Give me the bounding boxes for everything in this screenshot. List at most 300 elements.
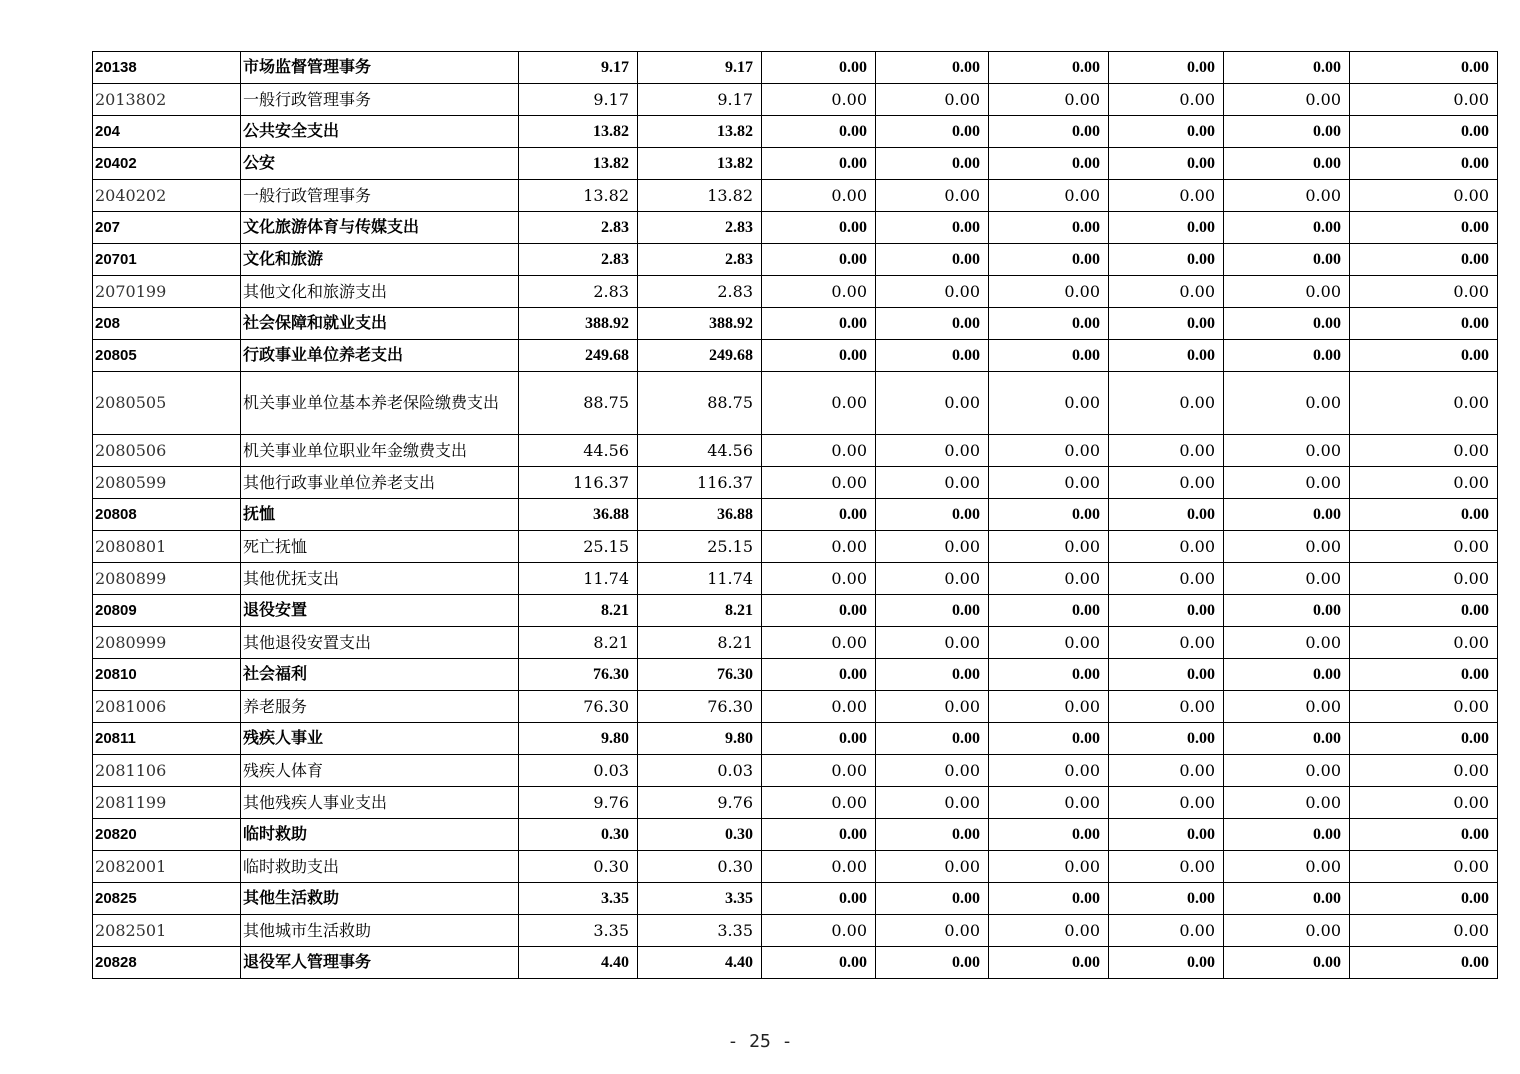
amount-cell: 9.17: [638, 84, 762, 116]
amount-cell: 0.00: [876, 659, 989, 691]
amount-cell: 0.00: [876, 84, 989, 116]
amount-cell: 116.37: [638, 467, 762, 499]
table-row: [93, 308, 1498, 340]
amount-cell: 0.00: [1350, 308, 1498, 340]
amount-cell: 0.00: [1109, 819, 1224, 851]
amount-cell: 0.00: [762, 435, 876, 467]
subject-code-cell: 20825: [93, 883, 241, 915]
amount-cell: 0.00: [1350, 915, 1498, 947]
amount-cell: 0.00: [1350, 180, 1498, 212]
amount-cell: 9.76: [638, 787, 762, 819]
amount-cell: 9.17: [519, 52, 638, 84]
table-row: [93, 691, 1498, 723]
amount-cell: 0.00: [1109, 52, 1224, 84]
amount-cell: 0.00: [1224, 276, 1350, 308]
amount-cell: 0.00: [1224, 915, 1350, 947]
amount-cell: 0.00: [876, 276, 989, 308]
amount-cell: 0.00: [876, 244, 989, 276]
amount-cell: 0.00: [989, 531, 1109, 563]
amount-cell: 2.83: [519, 244, 638, 276]
amount-cell: 0.30: [519, 851, 638, 883]
amount-cell: 0.00: [1109, 787, 1224, 819]
amount-cell: 0.00: [762, 659, 876, 691]
amount-cell: 0.00: [1350, 819, 1498, 851]
subject-name-cell: 社会福利: [241, 659, 519, 691]
amount-cell: 0.00: [1224, 595, 1350, 627]
amount-cell: 0.03: [519, 755, 638, 787]
amount-cell: 0.00: [989, 755, 1109, 787]
subject-code-cell: 2082501: [93, 915, 241, 947]
amount-cell: 0.00: [989, 723, 1109, 755]
table-row: [93, 435, 1498, 467]
amount-cell: 0.00: [1224, 372, 1350, 435]
amount-cell: 0.00: [1109, 180, 1224, 212]
subject-name-cell: 残疾人事业: [241, 723, 519, 755]
amount-cell: 0.00: [1350, 787, 1498, 819]
amount-cell: 0.03: [638, 755, 762, 787]
amount-cell: 0.00: [1224, 340, 1350, 372]
amount-cell: 0.00: [1224, 467, 1350, 499]
amount-cell: 0.00: [989, 499, 1109, 531]
amount-cell: 0.00: [1224, 531, 1350, 563]
amount-cell: 0.00: [989, 563, 1109, 595]
amount-cell: 3.35: [638, 883, 762, 915]
amount-cell: 0.00: [1109, 723, 1224, 755]
table-row: [93, 563, 1498, 595]
subject-name-cell: 其他优抚支出: [241, 563, 519, 595]
amount-cell: 9.17: [519, 84, 638, 116]
subject-code-cell: 2082001: [93, 851, 241, 883]
amount-cell: 0.00: [762, 52, 876, 84]
subject-code-cell: 20809: [93, 595, 241, 627]
subject-code-cell: 2081199: [93, 787, 241, 819]
amount-cell: 0.00: [1224, 212, 1350, 244]
amount-cell: 76.30: [638, 659, 762, 691]
table-row: [93, 883, 1498, 915]
amount-cell: 0.00: [762, 851, 876, 883]
subject-code-cell: 2080599: [93, 467, 241, 499]
amount-cell: 116.37: [519, 467, 638, 499]
amount-cell: 0.00: [1350, 84, 1498, 116]
amount-cell: 0.00: [1350, 723, 1498, 755]
amount-cell: 11.74: [519, 563, 638, 595]
subject-code-cell: 2080999: [93, 627, 241, 659]
amount-cell: 13.82: [519, 116, 638, 148]
amount-cell: 0.00: [989, 467, 1109, 499]
amount-cell: 9.80: [519, 723, 638, 755]
table-row: [93, 819, 1498, 851]
amount-cell: 0.00: [989, 947, 1109, 979]
amount-cell: 0.00: [762, 531, 876, 563]
amount-cell: 0.00: [762, 276, 876, 308]
amount-cell: 0.00: [989, 116, 1109, 148]
amount-cell: 0.00: [989, 691, 1109, 723]
budget-table: [92, 51, 1498, 979]
amount-cell: 9.17: [638, 52, 762, 84]
amount-cell: 9.76: [519, 787, 638, 819]
subject-code-cell: 2040202: [93, 180, 241, 212]
table-row: [93, 244, 1498, 276]
amount-cell: 0.00: [1224, 84, 1350, 116]
subject-name-cell: 养老服务: [241, 691, 519, 723]
amount-cell: 0.00: [876, 308, 989, 340]
amount-cell: 0.00: [989, 308, 1109, 340]
subject-name-cell: 一般行政管理事务: [241, 180, 519, 212]
amount-cell: 0.00: [1109, 116, 1224, 148]
subject-code-cell: 20808: [93, 499, 241, 531]
subject-code-cell: 20138: [93, 52, 241, 84]
amount-cell: 0.00: [1224, 819, 1350, 851]
amount-cell: 76.30: [638, 691, 762, 723]
amount-cell: 0.00: [762, 116, 876, 148]
subject-name-cell: 行政事业单位养老支出: [241, 340, 519, 372]
amount-cell: 0.00: [1109, 691, 1224, 723]
amount-cell: 0.00: [989, 659, 1109, 691]
subject-name-cell: 临时救助支出: [241, 851, 519, 883]
amount-cell: 2.83: [519, 212, 638, 244]
amount-cell: 4.40: [519, 947, 638, 979]
subject-name-cell: 死亡抚恤: [241, 531, 519, 563]
amount-cell: 0.00: [1109, 531, 1224, 563]
amount-cell: 0.00: [876, 467, 989, 499]
amount-cell: 0.00: [1350, 851, 1498, 883]
amount-cell: 0.00: [1350, 212, 1498, 244]
amount-cell: 0.00: [762, 691, 876, 723]
amount-cell: 0.00: [989, 148, 1109, 180]
amount-cell: 0.00: [876, 563, 989, 595]
subject-code-cell: 208: [93, 308, 241, 340]
amount-cell: 0.00: [1109, 148, 1224, 180]
amount-cell: 0.00: [989, 84, 1109, 116]
subject-name-cell: 其他生活救助: [241, 883, 519, 915]
amount-cell: 0.00: [876, 180, 989, 212]
table-row: [93, 180, 1498, 212]
subject-code-cell: 20402: [93, 148, 241, 180]
subject-code-cell: 2081006: [93, 691, 241, 723]
amount-cell: 0.00: [1224, 787, 1350, 819]
amount-cell: 0.00: [876, 819, 989, 851]
subject-code-cell: 20810: [93, 659, 241, 691]
subject-code-cell: 204: [93, 116, 241, 148]
amount-cell: 0.00: [1350, 531, 1498, 563]
amount-cell: 3.35: [638, 915, 762, 947]
subject-code-cell: 2080506: [93, 435, 241, 467]
amount-cell: 0.00: [1224, 723, 1350, 755]
amount-cell: 0.00: [989, 627, 1109, 659]
amount-cell: 0.00: [876, 372, 989, 435]
table-row: [93, 947, 1498, 979]
amount-cell: 3.35: [519, 883, 638, 915]
amount-cell: 0.00: [1224, 883, 1350, 915]
subject-code-cell: 20820: [93, 819, 241, 851]
subject-code-cell: 2080899: [93, 563, 241, 595]
amount-cell: 0.00: [1109, 947, 1224, 979]
amount-cell: 0.00: [1109, 595, 1224, 627]
amount-cell: 0.00: [876, 531, 989, 563]
amount-cell: 0.00: [989, 787, 1109, 819]
amount-cell: 0.00: [762, 308, 876, 340]
amount-cell: 0.00: [762, 947, 876, 979]
amount-cell: 0.00: [989, 340, 1109, 372]
table-row: [93, 723, 1498, 755]
amount-cell: 76.30: [519, 691, 638, 723]
table-row: [93, 915, 1498, 947]
amount-cell: 0.00: [876, 691, 989, 723]
amount-cell: 0.00: [1350, 627, 1498, 659]
amount-cell: 0.00: [876, 52, 989, 84]
amount-cell: 0.00: [762, 595, 876, 627]
amount-cell: 0.00: [1350, 467, 1498, 499]
amount-cell: 249.68: [519, 340, 638, 372]
amount-cell: 0.00: [1109, 755, 1224, 787]
subject-name-cell: 其他城市生活救助: [241, 915, 519, 947]
subject-name-cell: 机关事业单位基本养老保险缴费支出: [241, 372, 519, 435]
subject-code-cell: 20811: [93, 723, 241, 755]
table-row: [93, 627, 1498, 659]
amount-cell: 0.00: [1224, 308, 1350, 340]
amount-cell: 2.83: [638, 244, 762, 276]
table-row: [93, 212, 1498, 244]
amount-cell: 0.00: [1224, 499, 1350, 531]
amount-cell: 0.00: [762, 467, 876, 499]
subject-code-cell: 20805: [93, 340, 241, 372]
amount-cell: 0.00: [876, 435, 989, 467]
table-row: [93, 116, 1498, 148]
amount-cell: 0.00: [1350, 883, 1498, 915]
amount-cell: 0.00: [1350, 435, 1498, 467]
amount-cell: 0.00: [1350, 499, 1498, 531]
table-row: [93, 84, 1498, 116]
amount-cell: 388.92: [519, 308, 638, 340]
amount-cell: 0.00: [876, 499, 989, 531]
amount-cell: 0.00: [989, 851, 1109, 883]
amount-cell: 2.83: [638, 212, 762, 244]
amount-cell: 0.00: [762, 499, 876, 531]
amount-cell: 0.00: [1224, 116, 1350, 148]
amount-cell: 0.00: [876, 627, 989, 659]
amount-cell: 0.00: [1109, 627, 1224, 659]
subject-code-cell: 2080505: [93, 372, 241, 435]
amount-cell: 0.00: [1350, 276, 1498, 308]
subject-name-cell: 退役军人管理事务: [241, 947, 519, 979]
table-row: [93, 372, 1498, 435]
amount-cell: 0.00: [762, 372, 876, 435]
amount-cell: 0.00: [1350, 340, 1498, 372]
amount-cell: 0.00: [1224, 755, 1350, 787]
table-row: [93, 787, 1498, 819]
amount-cell: 0.00: [1224, 627, 1350, 659]
subject-code-cell: 2081106: [93, 755, 241, 787]
subject-code-cell: 20701: [93, 244, 241, 276]
amount-cell: 0.00: [1350, 563, 1498, 595]
amount-cell: 88.75: [638, 372, 762, 435]
amount-cell: 8.21: [519, 627, 638, 659]
amount-cell: 0.00: [876, 787, 989, 819]
amount-cell: 0.00: [762, 84, 876, 116]
amount-cell: 0.00: [762, 723, 876, 755]
amount-cell: 25.15: [519, 531, 638, 563]
amount-cell: 0.00: [1109, 276, 1224, 308]
table-row: [93, 340, 1498, 372]
amount-cell: 0.00: [876, 116, 989, 148]
subject-name-cell: 机关事业单位职业年金缴费支出: [241, 435, 519, 467]
amount-cell: 76.30: [519, 659, 638, 691]
amount-cell: 0.00: [989, 372, 1109, 435]
amount-cell: 13.82: [519, 180, 638, 212]
amount-cell: 0.00: [1224, 52, 1350, 84]
amount-cell: 0.00: [876, 340, 989, 372]
amount-cell: 0.00: [876, 755, 989, 787]
table-row: [93, 499, 1498, 531]
amount-cell: 0.30: [638, 851, 762, 883]
table-body: [93, 52, 1498, 979]
table-row: [93, 595, 1498, 627]
subject-name-cell: 残疾人体育: [241, 755, 519, 787]
amount-cell: 0.00: [989, 595, 1109, 627]
amount-cell: 25.15: [638, 531, 762, 563]
amount-cell: 0.00: [1109, 915, 1224, 947]
amount-cell: 36.88: [519, 499, 638, 531]
subject-code-cell: 207: [93, 212, 241, 244]
amount-cell: 4.40: [638, 947, 762, 979]
amount-cell: 0.00: [1350, 947, 1498, 979]
amount-cell: 0.00: [1350, 755, 1498, 787]
amount-cell: 0.00: [1224, 947, 1350, 979]
subject-name-cell: 公安: [241, 148, 519, 180]
subject-name-cell: 公共安全支出: [241, 116, 519, 148]
amount-cell: 13.82: [638, 116, 762, 148]
subject-name-cell: 其他退役安置支出: [241, 627, 519, 659]
amount-cell: 0.00: [1350, 148, 1498, 180]
amount-cell: 0.00: [876, 595, 989, 627]
amount-cell: 0.00: [876, 212, 989, 244]
amount-cell: 8.21: [638, 595, 762, 627]
amount-cell: 13.82: [638, 148, 762, 180]
amount-cell: 0.00: [762, 340, 876, 372]
amount-cell: 0.00: [1224, 435, 1350, 467]
amount-cell: 13.82: [638, 180, 762, 212]
amount-cell: 0.00: [1109, 84, 1224, 116]
table-row: [93, 755, 1498, 787]
amount-cell: 0.00: [876, 148, 989, 180]
amount-cell: 0.00: [1224, 851, 1350, 883]
amount-cell: 0.00: [1350, 116, 1498, 148]
amount-cell: 0.00: [762, 627, 876, 659]
table-row: [93, 52, 1498, 84]
amount-cell: 0.00: [989, 819, 1109, 851]
amount-cell: 0.00: [989, 180, 1109, 212]
amount-cell: 0.00: [989, 883, 1109, 915]
amount-cell: 0.00: [1109, 467, 1224, 499]
amount-cell: 0.00: [1109, 659, 1224, 691]
amount-cell: 0.00: [1109, 244, 1224, 276]
amount-cell: 0.00: [989, 52, 1109, 84]
amount-cell: 44.56: [519, 435, 638, 467]
amount-cell: 8.21: [638, 627, 762, 659]
amount-cell: 0.00: [1109, 499, 1224, 531]
amount-cell: 0.00: [762, 148, 876, 180]
subject-name-cell: 社会保障和就业支出: [241, 308, 519, 340]
subject-code-cell: 2080801: [93, 531, 241, 563]
subject-name-cell: 其他行政事业单位养老支出: [241, 467, 519, 499]
amount-cell: 0.00: [762, 819, 876, 851]
amount-cell: 0.00: [989, 276, 1109, 308]
amount-cell: 0.00: [1109, 308, 1224, 340]
amount-cell: 0.00: [1350, 372, 1498, 435]
table-row: [93, 276, 1498, 308]
amount-cell: 3.35: [519, 915, 638, 947]
amount-cell: 11.74: [638, 563, 762, 595]
amount-cell: 0.00: [876, 915, 989, 947]
amount-cell: 0.00: [1350, 595, 1498, 627]
amount-cell: 0.00: [1224, 563, 1350, 595]
amount-cell: 0.00: [876, 851, 989, 883]
amount-cell: 0.00: [762, 787, 876, 819]
amount-cell: 0.00: [762, 244, 876, 276]
table-row: [93, 851, 1498, 883]
amount-cell: 0.00: [1224, 148, 1350, 180]
amount-cell: 0.00: [1109, 372, 1224, 435]
amount-cell: 0.00: [876, 723, 989, 755]
amount-cell: 0.00: [762, 563, 876, 595]
subject-name-cell: 一般行政管理事务: [241, 84, 519, 116]
amount-cell: 0.00: [1109, 563, 1224, 595]
amount-cell: 0.00: [1109, 212, 1224, 244]
amount-cell: 0.00: [762, 180, 876, 212]
subject-name-cell: 其他残疾人事业支出: [241, 787, 519, 819]
amount-cell: 2.83: [638, 276, 762, 308]
amount-cell: 0.00: [762, 883, 876, 915]
amount-cell: 388.92: [638, 308, 762, 340]
amount-cell: 0.00: [1350, 52, 1498, 84]
subject-name-cell: 文化和旅游: [241, 244, 519, 276]
table-row: [93, 148, 1498, 180]
amount-cell: 0.00: [762, 755, 876, 787]
amount-cell: 0.00: [1224, 659, 1350, 691]
subject-code-cell: 20828: [93, 947, 241, 979]
table-row: [93, 659, 1498, 691]
amount-cell: 0.00: [876, 947, 989, 979]
amount-cell: 0.00: [1224, 244, 1350, 276]
amount-cell: 0.30: [519, 819, 638, 851]
subject-name-cell: 市场监督管理事务: [241, 52, 519, 84]
amount-cell: 8.21: [519, 595, 638, 627]
amount-cell: 88.75: [519, 372, 638, 435]
subject-name-cell: 其他文化和旅游支出: [241, 276, 519, 308]
amount-cell: 0.00: [989, 915, 1109, 947]
amount-cell: 0.00: [1350, 244, 1498, 276]
subject-name-cell: 文化旅游体育与传媒支出: [241, 212, 519, 244]
amount-cell: 0.00: [1224, 691, 1350, 723]
amount-cell: 0.00: [1224, 180, 1350, 212]
amount-cell: 0.00: [762, 212, 876, 244]
subject-name-cell: 退役安置: [241, 595, 519, 627]
amount-cell: 0.30: [638, 819, 762, 851]
amount-cell: 0.00: [1350, 691, 1498, 723]
amount-cell: 44.56: [638, 435, 762, 467]
amount-cell: 0.00: [1109, 883, 1224, 915]
subject-code-cell: 2070199: [93, 276, 241, 308]
amount-cell: 0.00: [1350, 659, 1498, 691]
amount-cell: 0.00: [762, 915, 876, 947]
amount-cell: 0.00: [1109, 340, 1224, 372]
page-number: - 25 -: [727, 1031, 793, 1052]
amount-cell: 36.88: [638, 499, 762, 531]
amount-cell: 249.68: [638, 340, 762, 372]
amount-cell: 0.00: [989, 244, 1109, 276]
table-row: [93, 467, 1498, 499]
table-row: [93, 531, 1498, 563]
